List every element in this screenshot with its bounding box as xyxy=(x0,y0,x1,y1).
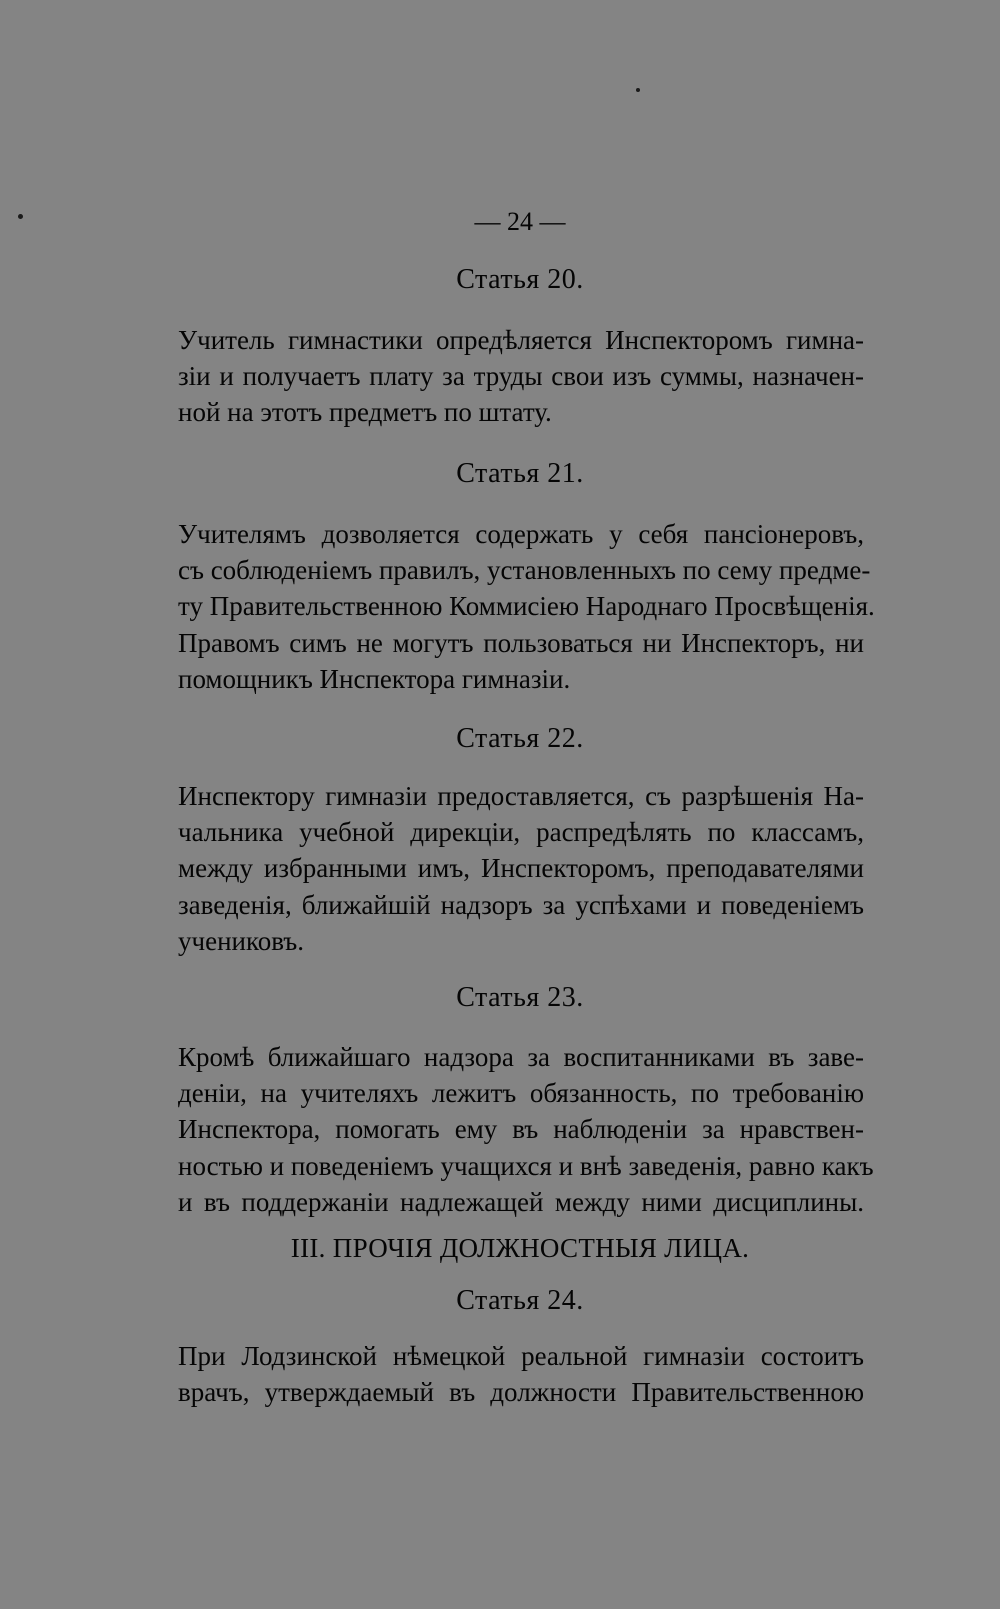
text-line: деніи, на учителяхъ лежитъ обязанность, по требованію xyxy=(178,1078,864,1109)
text-line: Правомъ симъ не могутъ пользоваться ни Инспекторъ, ни xyxy=(178,627,864,658)
article-heading: Статья 24. xyxy=(456,1285,584,1316)
text-line: между избранными имъ, Инспекторомъ, преподавателями xyxy=(178,853,864,884)
article-paragraph xyxy=(178,516,875,697)
article-heading: Статья 23. xyxy=(456,982,584,1013)
text-line: заведенія, ближайшій надзоръ за успѣхами и поведеніемъ xyxy=(178,889,864,920)
text-line: зіи и получаетъ плату за труды свои изъ суммы, назначен- xyxy=(178,361,864,392)
article-heading: Статья 20. xyxy=(456,264,584,295)
text-line: и въ поддержаніи надлежащей между ними дисциплины. xyxy=(178,1186,864,1217)
text-line: съ соблюденіемъ правилъ, установленныхъ по сему предме- xyxy=(178,555,871,586)
article-paragraph xyxy=(178,1338,864,1410)
text-line: помощникъ Инспектора гимназіи. xyxy=(178,663,571,694)
page-number: — 24 — xyxy=(474,207,566,236)
text-line: Инспектору гимназіи предоставляется, съ разрѣшенія На- xyxy=(178,781,864,811)
article-paragraph xyxy=(178,1039,874,1220)
text-line: При Лодзинской нѣмецкой реальной гимназіи состоитъ xyxy=(178,1341,864,1371)
section-heading: III. ПРОЧІЯ ДОЛЖНОСТНЫЯ ЛИЦА. xyxy=(290,1233,750,1263)
text-line: чальника учебной дирекціи, распредѣлять по классамъ, xyxy=(178,817,864,848)
text-line: ной на этотъ предметъ по штату. xyxy=(178,397,552,428)
article-heading: Статья 21. xyxy=(456,458,584,489)
text-line: ностью и поведеніемъ учащихся и внѣ заведенія, равно какъ xyxy=(178,1150,874,1181)
text-line: врачъ, утверждаемый въ должности Правительственною xyxy=(178,1377,864,1408)
text-line: ту Правительственною Коммисіею Народнаго Просвѣщенія. xyxy=(178,591,875,622)
text-line: Учитель гимнастики опредѣляется Инспекторомъ гимна- xyxy=(178,325,864,355)
print-speck xyxy=(636,88,640,92)
text-line: Учителямъ дозволяется содержать у себя пансіонеровъ, xyxy=(178,519,864,549)
article-heading: Статья 22. xyxy=(456,723,584,754)
text-line: Кромѣ ближайшаго надзора за воспитанниками въ заве- xyxy=(178,1042,864,1072)
article-paragraph xyxy=(178,322,864,431)
text-line: Инспектора, помогать ему въ наблюденіи за нравствен- xyxy=(178,1114,864,1145)
article-paragraph xyxy=(178,778,864,959)
text-line: учениковъ. xyxy=(178,925,304,956)
